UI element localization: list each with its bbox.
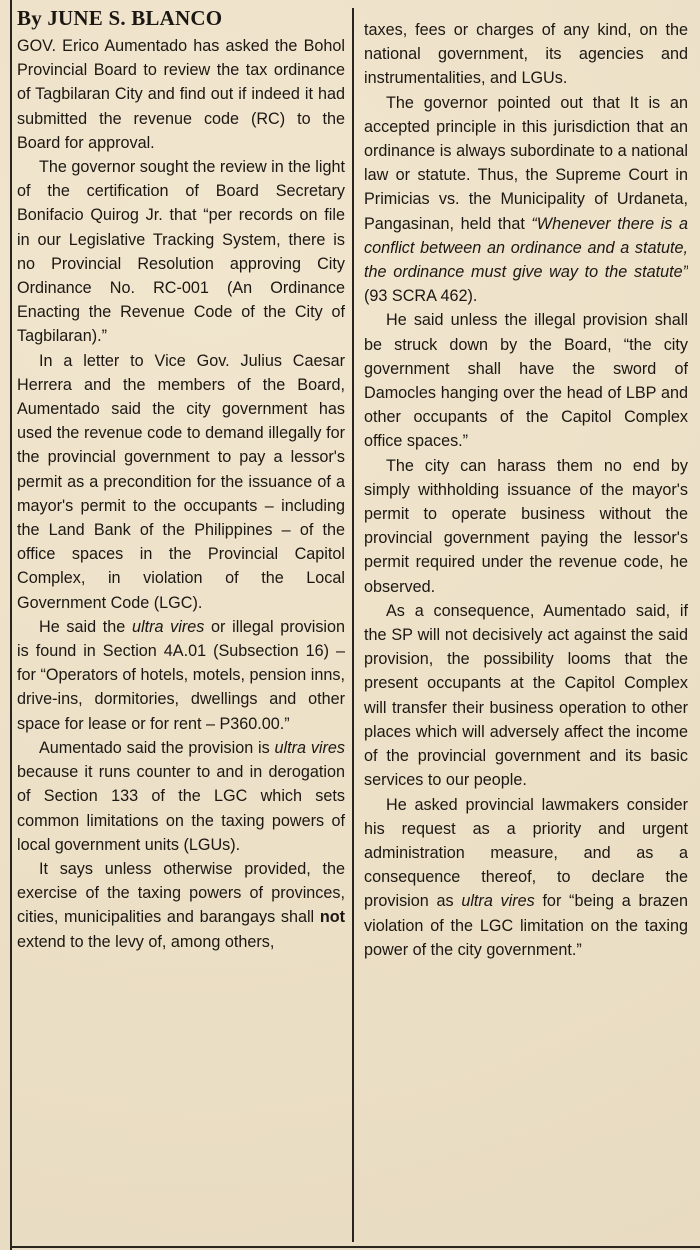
article-paragraph [17,736,345,857]
paragraph-text: (93 SCRA 462). [364,287,478,306]
paragraph-text: GOV. Erico Aumentado has asked the Bohol Provincial Board to review the tax ordinance of Tagbilaran City and find out if indeed it had submitted the revenue code (RC) to the Board for approval. [17,37,345,152]
article-paragraph [17,155,345,349]
paragraph-text: or illegal provision is found in Section 4A.01 (Subsection 16) –for “Operators of hotels, motels, pension inns, drive-ins, dormitories, dwellings and other space for lease or for rent – P360.00.” [17,617,345,733]
paragraph-text: Aumentado said the provision is [39,738,275,757]
article-paragraph [364,793,688,962]
paragraph-text: He said the [39,617,132,636]
paragraph-text: It says unless otherwise provided, the exercise of the taxing powers of provinces, cities, municipalities and barangays shall [17,859,345,927]
left-border-rule [10,0,12,1250]
italic-quote: “Whenever there is a conflict between an ordinance and a statute, the ordinance must give way to the statute” [364,214,688,282]
paragraph-text: taxes, fees or charges of any kind, on the national government, its agencies and instrumentalities, and LGUs. [364,21,688,88]
article-paragraph [364,18,688,91]
article-column-left [17,0,345,954]
article-column-right [364,18,688,962]
paragraph-text: In a letter to Vice Gov. Julius Caesar Herrera and the members of the Board, Aumentado said the city government has used the revenue code to demand illegally for the provincial government to pay a lessor's permit as a precondition for the issuance of a mayor's permit to the occupants – including the Land Bank of the Philippines – of the office spaces in the Provincial Capitol Complex, in violation of the Local Government Code (LGC). [17,351,345,612]
article-paragraph [364,91,688,309]
bottom-border-rule [10,1246,700,1248]
byline: By JUNE S. BLANCO [17,6,223,30]
article-paragraph [17,34,345,155]
article-paragraph [17,349,345,615]
paragraph-text: The city can harass them no end by simply withholding issuance of the mayor's permit to operate business without the provincial government paying the lessor's permit required under the revenue code, he observed. [364,456,688,596]
paragraph-text: The governor pointed out that It is an accepted principle in this jurisdiction that an ordinance is always subordinate to a national law or statute. Thus, the Supreme Court in Primicias vs. the Municipality of Urdaneta, Pangasinan, held that [364,93,688,233]
paragraph-text: because it runs counter to and in derogation of Section 133 of the LGC which sets common limitations on the taxing powers of local government units (LGUs). [17,763,345,854]
article-paragraph [364,308,688,453]
article-paragraph [364,599,688,793]
paragraph-text: The governor sought the review in the light of the certification of Board Secretary Bonifacio Quirog Jr. that “per records on file in our Legislative Tracking System, there is no Provincial Resolution approving City Ordinance No. RC-001 (An Ordinance Enacting the Revenue Code of the City of Tagbilaran).” [17,158,345,346]
italic-term: ultra vires [274,738,345,757]
paragraph-text: He asked provincial lawmakers consider his request as a priority and urgent administration measure, and as a consequence thereof, to declare the provision as [364,795,688,911]
paragraph-text: for “being a brazen violation of the LGC limitation on the taxing power of the city government.” [364,892,688,959]
article-paragraph [17,857,345,954]
column-divider-rule [352,8,354,1242]
bold-term: not [319,908,345,927]
paragraph-text: extend to the levy of, among others, [17,932,275,951]
italic-term: ultra vires [461,892,535,911]
paragraph-text: As a consequence, Aumentado said, if the SP will not decisively act against the said provision, the possibility looms that the present occupants at the Capitol Complex will transfer their business operation to other places which will adversely affect the income of the provincial government and its basic services to our people. [364,601,688,790]
article-paragraph [364,454,688,599]
italic-term: ultra vires [131,617,205,636]
article-paragraph [17,615,345,736]
paragraph-text: He said unless the illegal provision shall be struck down by the Board, “the city government shall have the sword of Damocles hanging over the head of LBP and other occupants of the Capitol Complex office spaces.” [364,311,688,451]
